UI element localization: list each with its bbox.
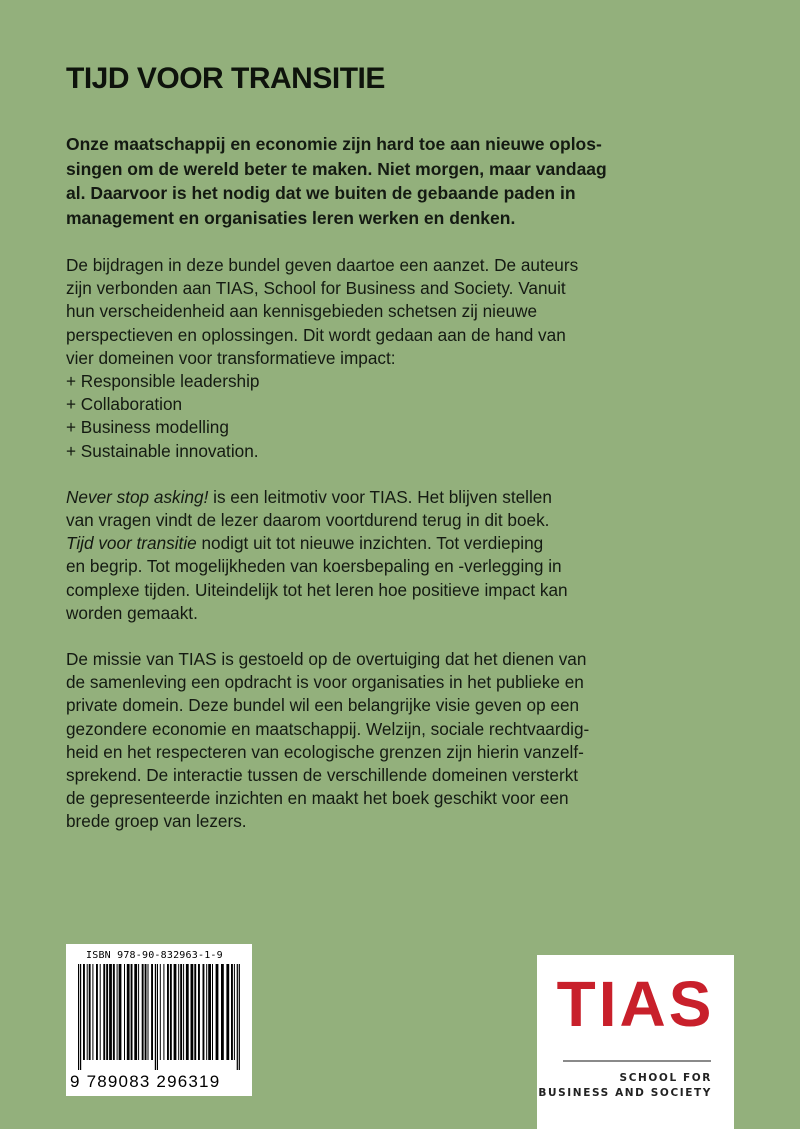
barcode-bar [106,964,108,1060]
mission-line: de samenleving een opdracht is voor organisaties in het publieke en [66,672,584,693]
back-cover-text [66,62,746,857]
barcode-bar [96,964,98,1060]
leitmotiv-line: complexe tijden. Uiteindelijk tot het leren hoe positieve impact kan [66,579,568,600]
barcode-bar [178,964,179,1060]
list-item: + Sustainable innovation. [66,440,259,461]
barcode-bar [151,964,153,1060]
barcode-guard-bar [155,964,156,1070]
list-item: + Business modelling [66,417,229,438]
barcode-bar [231,964,233,1060]
mission-line: de gepresenteerde inzichten en maakt het boek geschikt voor een [66,788,569,809]
lead-line: Onze maatschappij en economie zijn hard toe aan nieuwe oplos- [66,134,602,154]
mission-paragraph [66,648,746,834]
barcode-guard-bar [157,964,158,1070]
barcode-bar [117,964,118,1060]
leitmotiv-paragraph [66,486,746,625]
barcode-digits: 9 789083 296319 [70,1072,221,1091]
barcode-bar [100,964,101,1060]
tias-logo [537,955,734,1129]
leitmotiv-line [66,532,746,555]
book-title: TIJD VOOR TRANSITIE [66,62,385,95]
book-title-italic: Tijd voor transitie [66,533,197,554]
list-item: + Collaboration [66,394,183,415]
barcode-bar [87,964,88,1060]
barcode-bar [124,964,125,1060]
barcode-bar [134,964,137,1060]
logo-divider [563,1060,711,1062]
barcode-bar [131,964,133,1060]
lead-line: singen om de wereld beter te maken. Niet morgen, maar vandaag [66,158,607,179]
barcode-bar [142,964,144,1060]
barcode-bars [74,964,244,1070]
motto-italic: Never stop asking! [66,486,209,507]
intro-line: perspectieven en oplossingen. Dit wordt gedaan aan de hand van [66,324,566,345]
intro-line: zijn verbonden aan TIAS, School for Business and Society. Vanuit [66,278,566,299]
mission-line: heid en het respecteren van ecologische grenzen zijn hierin vanzelf- [66,741,584,762]
intro-line: De bijdragen in deze bundel geven daartoe een aanzet. De auteurs [66,255,579,275]
barcode-bar [203,964,205,1060]
barcode-bar [163,964,164,1060]
barcode-bar [208,964,211,1060]
leitmotiv-line [66,486,746,509]
lead-line: management en organisaties leren werken en denken. [66,207,516,228]
barcode-bar [170,964,172,1060]
text-run: is een leitmotiv voor TIAS. Het blijven stellen [208,486,552,507]
isbn-label: ISBN 978-90-832963-1-9 [86,950,223,961]
barcode-bar [148,964,149,1060]
barcode-bar [186,964,189,1060]
barcode-bar [183,964,184,1060]
mission-line: private domein. Deze bundel wil een belangrijke visie geven op een [66,695,580,716]
leitmotiv-line: van vragen vindt de lezer daarom voortdurend terug in dit boek. [66,510,550,531]
barcode-bar [145,964,147,1060]
intro-paragraph [66,254,746,463]
lead-paragraph [66,132,746,230]
logo-tagline [538,1071,712,1100]
barcode-bar [83,964,85,1060]
barcode-bar [92,964,93,1060]
barcode-bar [194,964,196,1060]
barcode-bar [109,964,112,1060]
barcode-bar [113,964,115,1060]
barcode-bar [212,964,213,1060]
logo-tagline-line: BUSINESS AND SOCIETY [538,1086,712,1099]
leitmotiv-line: worden gemaakt. [66,602,198,623]
text-run: nodigt uit tot nieuwe inzichten. Tot verdieping [196,533,544,554]
barcode-bar [191,964,194,1060]
intro-line: vier domeinen voor transformatieve impact: [66,347,396,368]
barcode-bar [127,964,130,1060]
barcode-guard-bar [237,964,238,1070]
barcode-guard-bar [239,964,240,1070]
barcode-bar [167,964,169,1060]
mission-line: sprekend. De interactie tussen de verschillende domeinen versterkt [66,765,579,786]
barcode-bar [180,964,182,1060]
barcode-bar [234,964,235,1060]
barcode-bar [89,964,91,1060]
barcode-guard-bar [78,964,79,1070]
barcode-bar [226,964,229,1060]
isbn-barcode [66,944,252,1096]
mission-line: brede groep van lezers. [66,811,247,832]
barcode-bar [119,964,122,1060]
barcode-bar [138,964,139,1060]
barcode-bar [216,964,219,1060]
logo-wordmark: TIAS [556,968,715,1040]
mission-line: gezondere economie en maatschappij. Welzijn, sociale rechtvaardig- [66,718,590,739]
barcode-bar [206,964,207,1060]
barcode-guard-bar [80,964,81,1070]
mission-line: De missie van TIAS is gestoeld op de overtuiging dat het dienen van [66,649,587,670]
lead-line: al. Daarvoor is het nodig dat we buiten de gebaande paden in [66,183,576,203]
leitmotiv-line: en begrip. Tot mogelijkheden van koersbepaling en -verlegging in [66,556,562,577]
barcode-bar [198,964,200,1060]
barcode-bar [221,964,224,1060]
barcode-bar [103,964,105,1060]
intro-line: hun verscheidenheid aan kennisgebieden schetsen zij nieuwe [66,301,538,322]
barcode-bar [174,964,177,1060]
domain-list [66,370,746,463]
barcode-bar [160,964,161,1060]
list-item: + Responsible leadership [66,371,260,392]
logo-tagline-line: SCHOOL FOR [619,1072,712,1084]
